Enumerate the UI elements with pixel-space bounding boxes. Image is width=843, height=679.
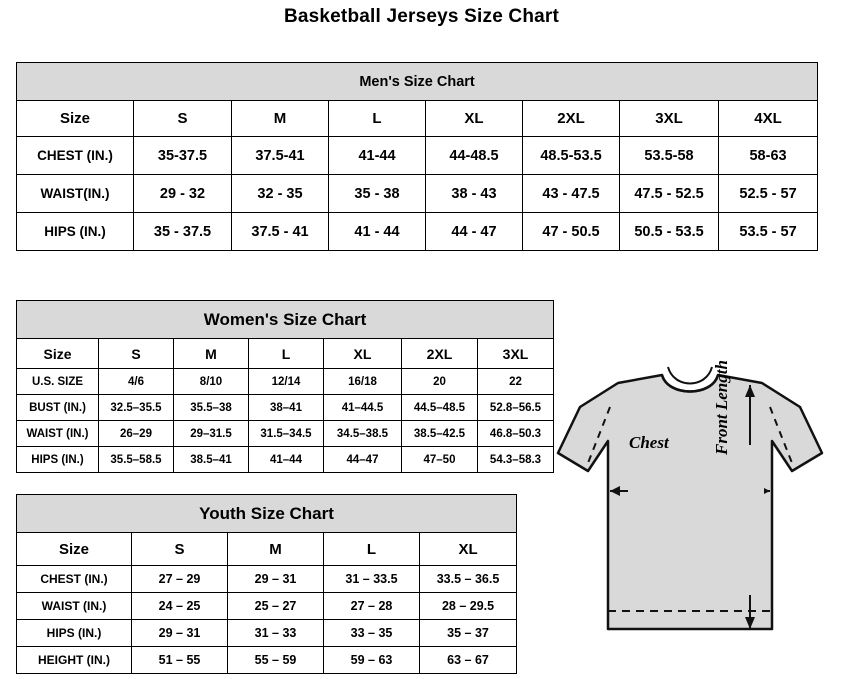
- cell: 55 – 59: [228, 647, 324, 674]
- table-row: [17, 213, 818, 251]
- cell: 37.5 - 41: [232, 213, 329, 251]
- mens-caption: Men's Size Chart: [17, 63, 818, 101]
- cell: 58-63: [719, 137, 818, 175]
- cell: 43 - 47.5: [523, 175, 620, 213]
- cell: 35.5–58.5: [99, 447, 174, 473]
- cell: 32 - 35: [232, 175, 329, 213]
- col-header-size: Size: [17, 533, 132, 566]
- cell: 41-44: [329, 137, 426, 175]
- cell: 35 - 37.5: [134, 213, 232, 251]
- cell: 29–31.5: [174, 421, 249, 447]
- table-caption-row: [17, 63, 818, 101]
- col-header-s: S: [134, 101, 232, 137]
- col-header-4xl: 4XL: [719, 101, 818, 137]
- cell: 33.5 – 36.5: [420, 566, 517, 593]
- cell: 63 – 67: [420, 647, 517, 674]
- cell: 31.5–34.5: [249, 421, 324, 447]
- table-header-row: [17, 533, 517, 566]
- cell: 16/18: [324, 369, 402, 395]
- cell: 44.5–48.5: [402, 395, 478, 421]
- cell: 24 – 25: [132, 593, 228, 620]
- mens-size-chart: [16, 62, 818, 251]
- jersey-measurement-diagram: [540, 345, 840, 665]
- cell: 31 – 33.5: [324, 566, 420, 593]
- cell: 37.5-41: [232, 137, 329, 175]
- cell: 29 – 31: [132, 620, 228, 647]
- cell: 27 – 28: [324, 593, 420, 620]
- cell: 52.8–56.5: [478, 395, 554, 421]
- row-label: BUST (IN.): [17, 395, 99, 421]
- cell: 51 – 55: [132, 647, 228, 674]
- cell: 52.5 - 57: [719, 175, 818, 213]
- cell: 47.5 - 52.5: [620, 175, 719, 213]
- table-row: [17, 421, 554, 447]
- col-header-s: S: [99, 339, 174, 369]
- cell: 46.8–50.3: [478, 421, 554, 447]
- jersey-shape-icon: [540, 345, 840, 665]
- row-label: WAIST (IN.): [17, 421, 99, 447]
- table-caption-row: [17, 301, 554, 339]
- youth-caption: Youth Size Chart: [17, 495, 517, 533]
- cell: 35-37.5: [134, 137, 232, 175]
- cell: 44-48.5: [426, 137, 523, 175]
- cell: 35.5–38: [174, 395, 249, 421]
- cell: 53.5-58: [620, 137, 719, 175]
- cell: 41–44.5: [324, 395, 402, 421]
- cell: 44–47: [324, 447, 402, 473]
- cell: 38–41: [249, 395, 324, 421]
- table-row: [17, 175, 818, 213]
- table-row: [17, 647, 517, 674]
- cell: 35 - 38: [329, 175, 426, 213]
- row-label: CHEST (IN.): [17, 566, 132, 593]
- youth-size-table: [16, 494, 517, 674]
- cell: 31 – 33: [228, 620, 324, 647]
- cell: 25 – 27: [228, 593, 324, 620]
- cell: 38 - 43: [426, 175, 523, 213]
- col-header-xl: XL: [324, 339, 402, 369]
- col-header-2xl: 2XL: [402, 339, 478, 369]
- col-header-l: L: [324, 533, 420, 566]
- table-row: [17, 137, 818, 175]
- table-row: [17, 593, 517, 620]
- row-label: HIPS (IN.): [17, 620, 132, 647]
- womens-size-table: [16, 300, 554, 473]
- cell: 34.5–38.5: [324, 421, 402, 447]
- col-header-xl: XL: [420, 533, 517, 566]
- cell: 29 - 32: [134, 175, 232, 213]
- cell: 28 – 29.5: [420, 593, 517, 620]
- table-row: [17, 620, 517, 647]
- col-header-l: L: [329, 101, 426, 137]
- table-header-row: [17, 339, 554, 369]
- col-header-3xl: 3XL: [620, 101, 719, 137]
- front-length-measurement-label: Front Length: [712, 360, 731, 455]
- row-label: CHEST (IN.): [17, 137, 134, 175]
- cell: 4/6: [99, 369, 174, 395]
- cell: 32.5–35.5: [99, 395, 174, 421]
- cell: 26–29: [99, 421, 174, 447]
- youth-size-chart: [16, 494, 517, 674]
- col-header-l: L: [249, 339, 324, 369]
- mens-size-table: [16, 62, 818, 251]
- cell: 35 – 37: [420, 620, 517, 647]
- cell: 47–50: [402, 447, 478, 473]
- table-row: [17, 395, 554, 421]
- row-label: HIPS (IN.): [17, 447, 99, 473]
- col-header-2xl: 2XL: [523, 101, 620, 137]
- col-header-size: Size: [17, 339, 99, 369]
- cell: 44 - 47: [426, 213, 523, 251]
- table-header-row: [17, 101, 818, 137]
- cell: 53.5 - 57: [719, 213, 818, 251]
- cell: 41 - 44: [329, 213, 426, 251]
- cell: 50.5 - 53.5: [620, 213, 719, 251]
- womens-size-chart: [16, 300, 554, 473]
- chest-measurement-label: Chest: [629, 433, 669, 452]
- table-row: [17, 369, 554, 395]
- cell: 41–44: [249, 447, 324, 473]
- cell: 54.3–58.3: [478, 447, 554, 473]
- row-label: HEIGHT (IN.): [17, 647, 132, 674]
- cell: 38.5–42.5: [402, 421, 478, 447]
- cell: 29 – 31: [228, 566, 324, 593]
- col-header-m: M: [232, 101, 329, 137]
- cell: 22: [478, 369, 554, 395]
- table-caption-row: [17, 495, 517, 533]
- col-header-3xl: 3XL: [478, 339, 554, 369]
- col-header-s: S: [132, 533, 228, 566]
- col-header-m: M: [228, 533, 324, 566]
- col-header-xl: XL: [426, 101, 523, 137]
- row-label: WAIST (IN.): [17, 593, 132, 620]
- table-row: [17, 566, 517, 593]
- col-header-m: M: [174, 339, 249, 369]
- row-label: HIPS (IN.): [17, 213, 134, 251]
- cell: 48.5-53.5: [523, 137, 620, 175]
- cell: 33 – 35: [324, 620, 420, 647]
- table-row: [17, 447, 554, 473]
- cell: 8/10: [174, 369, 249, 395]
- cell: 38.5–41: [174, 447, 249, 473]
- cell: 20: [402, 369, 478, 395]
- cell: 27 – 29: [132, 566, 228, 593]
- row-label: WAIST(IN.): [17, 175, 134, 213]
- cell: 12/14: [249, 369, 324, 395]
- page-title: Basketball Jerseys Size Chart: [283, 6, 560, 27]
- row-label: U.S. SIZE: [17, 369, 99, 395]
- womens-caption: Women's Size Chart: [17, 301, 554, 339]
- cell: 59 – 63: [324, 647, 420, 674]
- cell: 47 - 50.5: [523, 213, 620, 251]
- col-header-size: Size: [17, 101, 134, 137]
